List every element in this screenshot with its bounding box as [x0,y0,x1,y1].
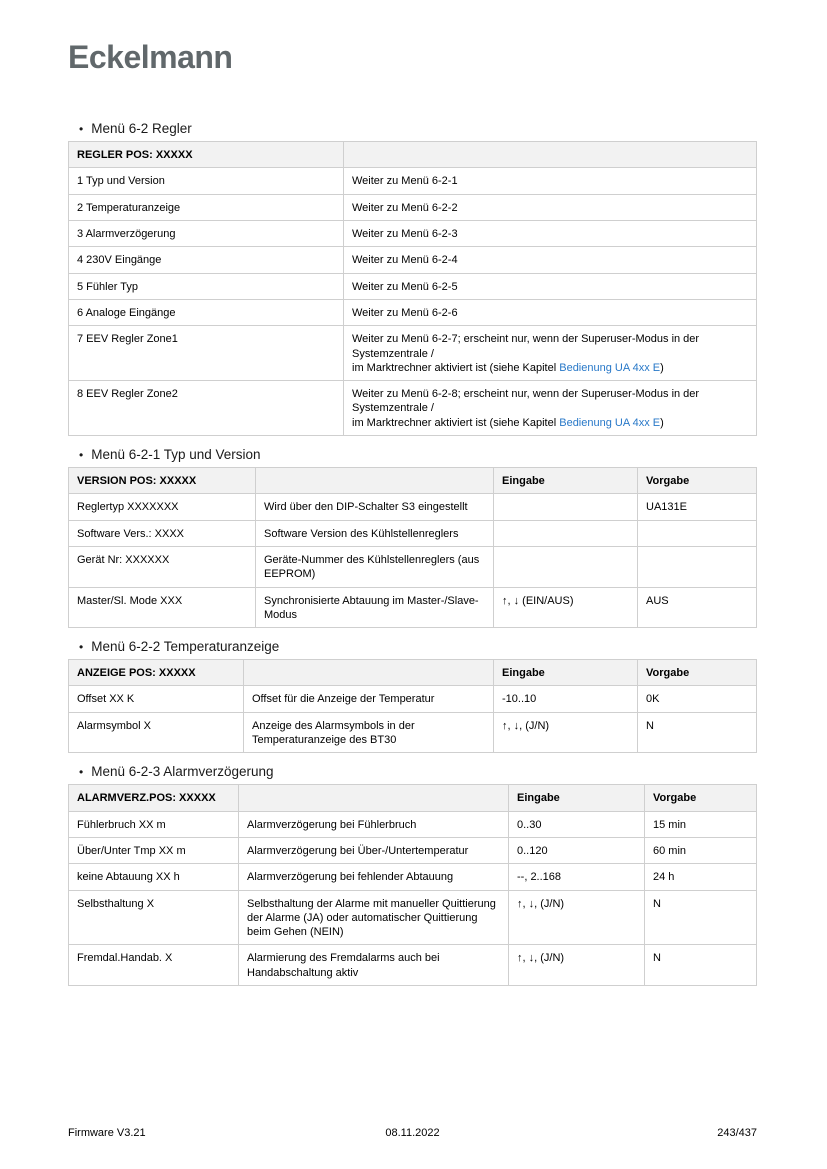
table-cell: N [645,945,757,986]
table-cell [638,546,757,587]
table-cell: ↑, ↓ (EIN/AUS) [494,587,638,628]
table-cell: Fühlerbruch XX m [69,811,239,837]
regler-table [68,141,757,436]
table-row [69,546,757,587]
table-row [69,247,757,273]
table-row [69,520,757,546]
table-header-cell: Eingabe [494,660,638,686]
table-row [69,811,757,837]
table-row [69,194,757,220]
table-cell: 0..30 [509,811,645,837]
table-row [69,494,757,520]
table-cell: 7 EEV Regler Zone1 [69,326,344,381]
eckelmann-logo: Eckelmann [68,39,233,75]
table-row [69,890,757,945]
table-row [69,168,757,194]
table-cell: Weiter zu Menü 6-2-5 [344,273,757,299]
table-cell: Weiter zu Menü 6-2-4 [344,247,757,273]
table-row [69,712,757,753]
footer-firmware-version: Firmware V3.21 [68,1127,146,1139]
table-cell: Fremdal.Handab. X [69,945,239,986]
table-cell [344,326,757,381]
table-cell: -10..10 [494,686,638,712]
table-cell: Master/Sl. Mode XXX [69,587,256,628]
table-header-cell: ALARMVERZ.POS: XXXXX [69,785,239,811]
section-heading-text: Menü 6-2-3 Alarmverzögerung [91,764,274,780]
table-cell: Alarmsymbol X [69,712,244,753]
table-cell: Weiter zu Menü 6-2-1 [344,168,757,194]
table-header-row [69,468,757,494]
table-row [69,686,757,712]
table-cell: Alarmverzögerung bei Über-/Untertemperatur [239,837,509,863]
table-cell: ↑, ↓, (J/N) [509,945,645,986]
bullet-icon: • [79,122,84,137]
table-cell: Wird über den DIP-Schalter S3 eingestellt [256,494,494,520]
table-cell: Software Vers.: XXXX [69,520,256,546]
table-header-cell [256,468,494,494]
table-header-cell: Vorgabe [638,468,757,494]
table-cell: Offset XX K [69,686,244,712]
section-heading-text: Menü 6-2 Regler [91,121,192,137]
table-cell: Software Version des Kühlstellenreglers [256,520,494,546]
section-heading-menu-6-2-1 [79,447,757,462]
table-cell: 4 230V Eingänge [69,247,344,273]
table-cell: Alarmverzögerung bei fehlender Abtauung [239,864,509,890]
table-cell: Über/Unter Tmp XX m [69,837,239,863]
table-row [69,326,757,381]
table-cell: 15 min [645,811,757,837]
table-cell: 1 Typ und Version [69,168,344,194]
table-header-cell: REGLER POS: XXXXX [69,142,344,168]
table-header-cell: ANZEIGE POS: XXXXX [69,660,244,686]
table-cell: 8 EEV Regler Zone2 [69,381,344,436]
anzeige-table [68,659,757,753]
table-cell: ↑, ↓, (J/N) [494,712,638,753]
table-cell: Alarmierung des Fremdalarms auch bei Handabschaltung aktiv [239,945,509,986]
table-row [69,299,757,325]
table-cell [344,381,757,436]
table-cell: 5 Fühler Typ [69,273,344,299]
table-cell: Gerät Nr: XXXXXX [69,546,256,587]
table-cell: Anzeige des Alarmsymbols in der Temperaturanzeige des BT30 [244,712,494,753]
table-cell: Synchronisierte Abtauung im Master-/Slave-Modus [256,587,494,628]
table-cell: N [638,712,757,753]
table-cell: --, 2..168 [509,864,645,890]
bullet-icon: • [79,640,84,655]
table-cell: 6 Analoge Eingänge [69,299,344,325]
section-heading-menu-6-2-3 [79,764,757,779]
table-row [69,864,757,890]
table-header-cell: Vorgabe [638,660,757,686]
section-heading-menu-6-2 [79,121,757,136]
cell-text: Weiter zu Menü 6-2-8; erscheint nur, wenn der Superuser-Modus in der Systemzentrale / [352,388,700,415]
footer-date: 08.11.2022 [385,1127,440,1139]
cell-text: Weiter zu Menü 6-2-7; erscheint nur, wenn der Superuser-Modus in der Systemzentrale / [352,333,700,360]
table-cell: Weiter zu Menü 6-2-3 [344,221,757,247]
chapter-link[interactable]: Bedienung UA 4xx E [559,416,661,429]
table-header-row [69,142,757,168]
cell-text: ) [660,416,664,429]
table-header-cell: Vorgabe [645,785,757,811]
table-cell: Weiter zu Menü 6-2-2 [344,194,757,220]
table-cell: AUS [638,587,757,628]
table-cell: UA131E [638,494,757,520]
chapter-link[interactable]: Bedienung UA 4xx E [559,361,661,374]
cell-text: im Marktrechner aktiviert ist (siehe Kapitel [352,416,560,429]
bullet-icon: • [79,448,84,463]
cell-text: ) [660,361,664,374]
table-cell: 2 Temperaturanzeige [69,194,344,220]
table-cell: N [645,890,757,945]
table-cell: Alarmverzögerung bei Fühlerbruch [239,811,509,837]
table-cell: 3 Alarmverzögerung [69,221,344,247]
table-cell: Reglertyp XXXXXXX [69,494,256,520]
table-cell: Weiter zu Menü 6-2-6 [344,299,757,325]
table-header-cell: Eingabe [494,468,638,494]
table-cell: Selbsthaltung X [69,890,239,945]
table-cell [638,520,757,546]
table-header-cell [239,785,509,811]
table-cell: keine Abtauung XX h [69,864,239,890]
table-row [69,381,757,436]
table-header-row [69,785,757,811]
table-header-row [69,660,757,686]
cell-text: im Marktrechner aktiviert ist (siehe Kapitel [352,361,560,374]
table-row [69,273,757,299]
table-row [69,837,757,863]
footer-page-number: 243/437 [717,1127,757,1139]
table-cell [494,494,638,520]
table-header-cell: Eingabe [509,785,645,811]
table-header-cell: VERSION POS: XXXXX [69,468,256,494]
table-cell: Offset für die Anzeige der Temperatur [244,686,494,712]
table-row [69,221,757,247]
page-footer [68,1127,757,1139]
table-cell [494,520,638,546]
bullet-icon: • [79,765,84,780]
table-cell: Selbsthaltung der Alarme mit manueller Quittierung der Alarme (JA) oder automatischer Quittierung beim Gehen (NEIN) [239,890,509,945]
table-header-cell [344,142,757,168]
section-heading-text: Menü 6-2-2 Temperaturanzeige [91,639,280,655]
table-cell: ↑, ↓, (J/N) [509,890,645,945]
alarmverz-table [68,784,757,986]
table-cell [494,546,638,587]
table-header-cell [244,660,494,686]
table-row [69,945,757,986]
table-cell: 60 min [645,837,757,863]
table-cell: 24 h [645,864,757,890]
table-row [69,587,757,628]
table-cell: 0..120 [509,837,645,863]
section-heading-menu-6-2-2 [79,639,757,654]
section-heading-text: Menü 6-2-1 Typ und Version [91,447,261,463]
version-table [68,467,757,628]
table-cell: Geräte-Nummer des Kühlstellenreglers (aus EEPROM) [256,546,494,587]
table-cell: 0K [638,686,757,712]
